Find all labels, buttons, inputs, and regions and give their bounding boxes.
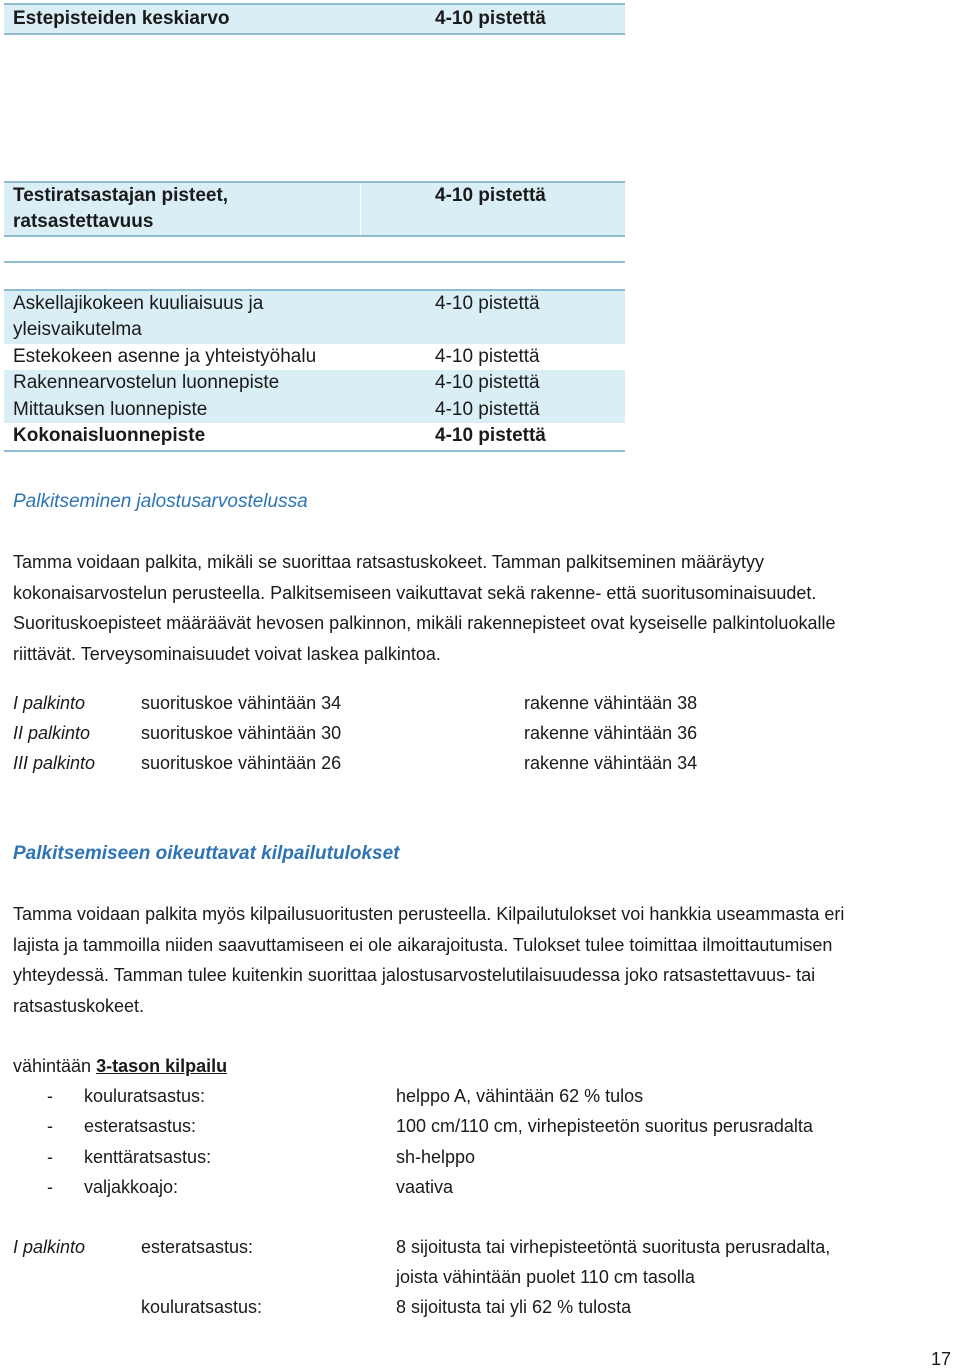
list-dash: - [47, 1147, 53, 1167]
min-level-line [13, 1051, 227, 1082]
paragraph-line: kokonaisarvostelun perusteella. Palkitsemiseen vaikuttavat sekä rakenne- että suoritusominaisuudet. [13, 582, 817, 603]
row-label-rakennearvostelu: Rakennearvostelun luonnepiste [13, 372, 280, 393]
prize-performance: suorituskoe vähintään 34 [141, 693, 342, 713]
heading-kilpailutulokset: Palkitsemiseen oikeuttavat kilpailutulokset [13, 843, 400, 864]
prize-name: I palkinto [13, 1237, 86, 1257]
discipline-name: kenttäratsastus: [84, 1147, 212, 1167]
row-label-estekoe: Estekokeen asenne ja yhteistyöhalu [13, 346, 317, 367]
page-number: 17 [931, 1349, 952, 1369]
prize-requirement-este-1: 8 sijoitusta tai virhepisteetöntä suoritusta perusradalta, [396, 1237, 831, 1257]
discipline-name: kouluratsastus: [84, 1086, 206, 1106]
discipline-requirement: helppo A, vähintään 62 % tulos [396, 1086, 644, 1106]
row-value-estekoe: 4-10 pistettä [435, 346, 540, 367]
prize-requirement-koulu: 8 sijoitusta tai yli 62 % tulosta [396, 1297, 632, 1317]
min-level-underlined: 3-tason kilpailu [96, 1056, 228, 1076]
row-value-kokonaisluonne: 4-10 pistettä [435, 425, 546, 446]
paragraph-line: yhteydessä. Tamman tulee kuitenkin suorittaa jalostusarvostelutilaisuudessa joko ratsastettavuus- tai [13, 965, 816, 985]
prize-requirement-este-2: joista vähintään puolet 110 cm tasolla [396, 1267, 695, 1287]
paragraph-line: Suorituskoepisteet määräävät hevosen palkinnon, mikäli rakennepisteet ovat kyseiselle palkintoluokalle [13, 613, 836, 633]
row-value-testiratsastaja: 4-10 pistettä [435, 185, 546, 206]
row-label-estepisteiden: Estepisteiden keskiarvo [13, 8, 230, 29]
prize-performance: suorituskoe vähintään 30 [141, 723, 342, 743]
discipline-requirement: vaativa [396, 1177, 454, 1197]
row-value-estepisteiden: 4-10 pistettä [435, 8, 546, 29]
row-label-mittaus: Mittauksen luonnepiste [13, 399, 208, 420]
list-dash: - [47, 1116, 53, 1136]
row-label-testiratsastaja-2: ratsastettavuus [13, 211, 154, 232]
min-level-prefix: vähintään [13, 1056, 97, 1076]
paragraph-line: Tamma voidaan palkita myös kilpailusuoritusten perusteella. Kilpailutulokset voi hankkia useammasta eri [13, 904, 845, 924]
row-value-mittaus: 4-10 pistettä [435, 399, 540, 420]
discipline-requirement: 100 cm/110 cm, virhepisteetön suoritus perusradalta [396, 1116, 813, 1136]
prize-discipline-koulu: kouluratsastus: [141, 1297, 263, 1317]
discipline-name: valjakkoajo: [84, 1177, 179, 1197]
row-value-askellaji: 4-10 pistettä [435, 293, 540, 314]
prize-structure: rakenne vähintään 36 [524, 723, 698, 743]
prize-performance: suorituskoe vähintään 26 [141, 753, 342, 773]
discipline-name: esteratsastus: [84, 1116, 197, 1136]
list-dash: - [47, 1086, 53, 1106]
discipline-requirement: sh-helppo [396, 1147, 476, 1167]
prize-structure: rakenne vähintään 34 [524, 753, 698, 773]
prize-name: I palkinto [13, 693, 86, 713]
paragraph-line: ratsastuskokeet. [13, 995, 145, 1016]
list-dash: - [47, 1177, 53, 1197]
row-value-rakennearvostelu: 4-10 pistettä [435, 372, 540, 393]
row-label-askellaji-2: yleisvaikutelma [13, 319, 142, 340]
paragraph-line: riittävät. Terveysominaisuudet voivat laskea palkintoa. [13, 643, 441, 664]
prize-name: III palkinto [13, 753, 96, 773]
paragraph-palkitseminen [13, 547, 948, 669]
row-label-testiratsastaja-1: Testiratsastajan pisteet, [13, 185, 229, 206]
row-label-kokonaisluonne: Kokonaisluonnepiste [13, 425, 206, 446]
heading-palkitseminen: Palkitseminen jalostusarvostelussa [13, 491, 308, 512]
row-label-askellaji-1: Askellajikokeen kuuliaisuus ja [13, 293, 264, 314]
prize-name: II palkinto [13, 723, 91, 743]
prize-discipline-este: esteratsastus: [141, 1237, 254, 1257]
paragraph-line: Tamma voidaan palkita, mikäli se suorittaa ratsastuskokeet. Tamman palkitseminen määräytyy [13, 552, 764, 572]
prize-structure: rakenne vähintään 38 [524, 693, 698, 713]
paragraph-kilpailutulokset [13, 899, 948, 1021]
paragraph-line: lajista ja tammoilla niiden saavuttamiseen ei ole aikarajoitusta. Tulokset tulee toimittaa ilmoittautumisen [13, 934, 833, 955]
